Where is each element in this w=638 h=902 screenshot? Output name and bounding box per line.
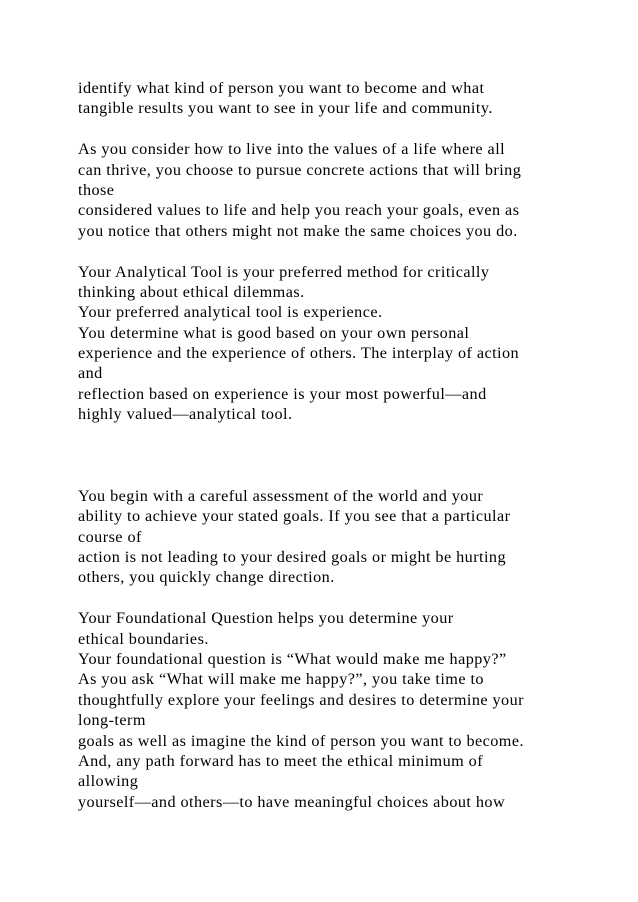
text-line: you notice that others might not make the same choices you do. <box>78 221 518 240</box>
text-line: and <box>78 364 103 383</box>
text-line: highly valued—analytical tool. <box>78 405 293 424</box>
text-line: Your Foundational Question helps you determine your <box>78 609 454 628</box>
text-line: You determine what is good based on your own personal <box>78 323 470 342</box>
paragraph-spacer <box>78 119 578 139</box>
text-line: reflection based on experience is your most powerful—and <box>78 384 487 403</box>
paragraph-spacer <box>78 241 578 261</box>
paragraph-spacer <box>78 425 578 445</box>
text-line: As you consider how to live into the values of a life where all <box>78 140 506 159</box>
text-line: others, you quickly change direction. <box>78 568 335 587</box>
text-line: experience and the experience of others. The interplay of action <box>78 344 520 363</box>
text-line: action is not leading to your desired goals or might be hurting <box>78 547 507 566</box>
paragraph-spacer <box>78 445 578 465</box>
paragraph-spacer <box>78 465 578 485</box>
body-text <box>78 78 578 812</box>
text-line: Your Analytical Tool is your preferred method for critically <box>78 262 490 281</box>
text-line: can thrive, you choose to pursue concrete actions that will bring <box>78 160 522 179</box>
text-line: long-term <box>78 711 146 730</box>
text-line: allowing <box>78 772 139 791</box>
text-line: Your foundational question is “What would make me happy?” <box>78 649 507 668</box>
text-line: thoughtfully explore your feelings and desires to determine your <box>78 690 524 709</box>
text-line: those <box>78 180 115 199</box>
text-line: Your preferred analytical tool is experience. <box>78 303 383 322</box>
paragraph-spacer <box>78 588 578 608</box>
text-line: goals as well as imagine the kind of person you want to become. <box>78 731 524 750</box>
text-line: considered values to life and help you reach your goals, even as <box>78 201 520 220</box>
text-line: identify what kind of person you want to become and what <box>78 79 485 97</box>
text-line: And, any path forward has to meet the ethical minimum of <box>78 751 484 770</box>
text-line: ability to achieve your stated goals. If you see that a particular <box>78 507 511 526</box>
text-line: tangible results you want to see in your life and community. <box>78 99 493 118</box>
text-line: yourself—and others—to have meaningful choices about how <box>78 792 506 811</box>
text-line: As you ask “What will make me happy?”, you take time to <box>78 670 484 689</box>
text-line: You begin with a careful assessment of the world and your <box>78 486 484 505</box>
text-line: ethical boundaries. <box>78 629 209 648</box>
text-line: course of <box>78 527 142 546</box>
text-line: thinking about ethical dilemmas. <box>78 282 305 301</box>
